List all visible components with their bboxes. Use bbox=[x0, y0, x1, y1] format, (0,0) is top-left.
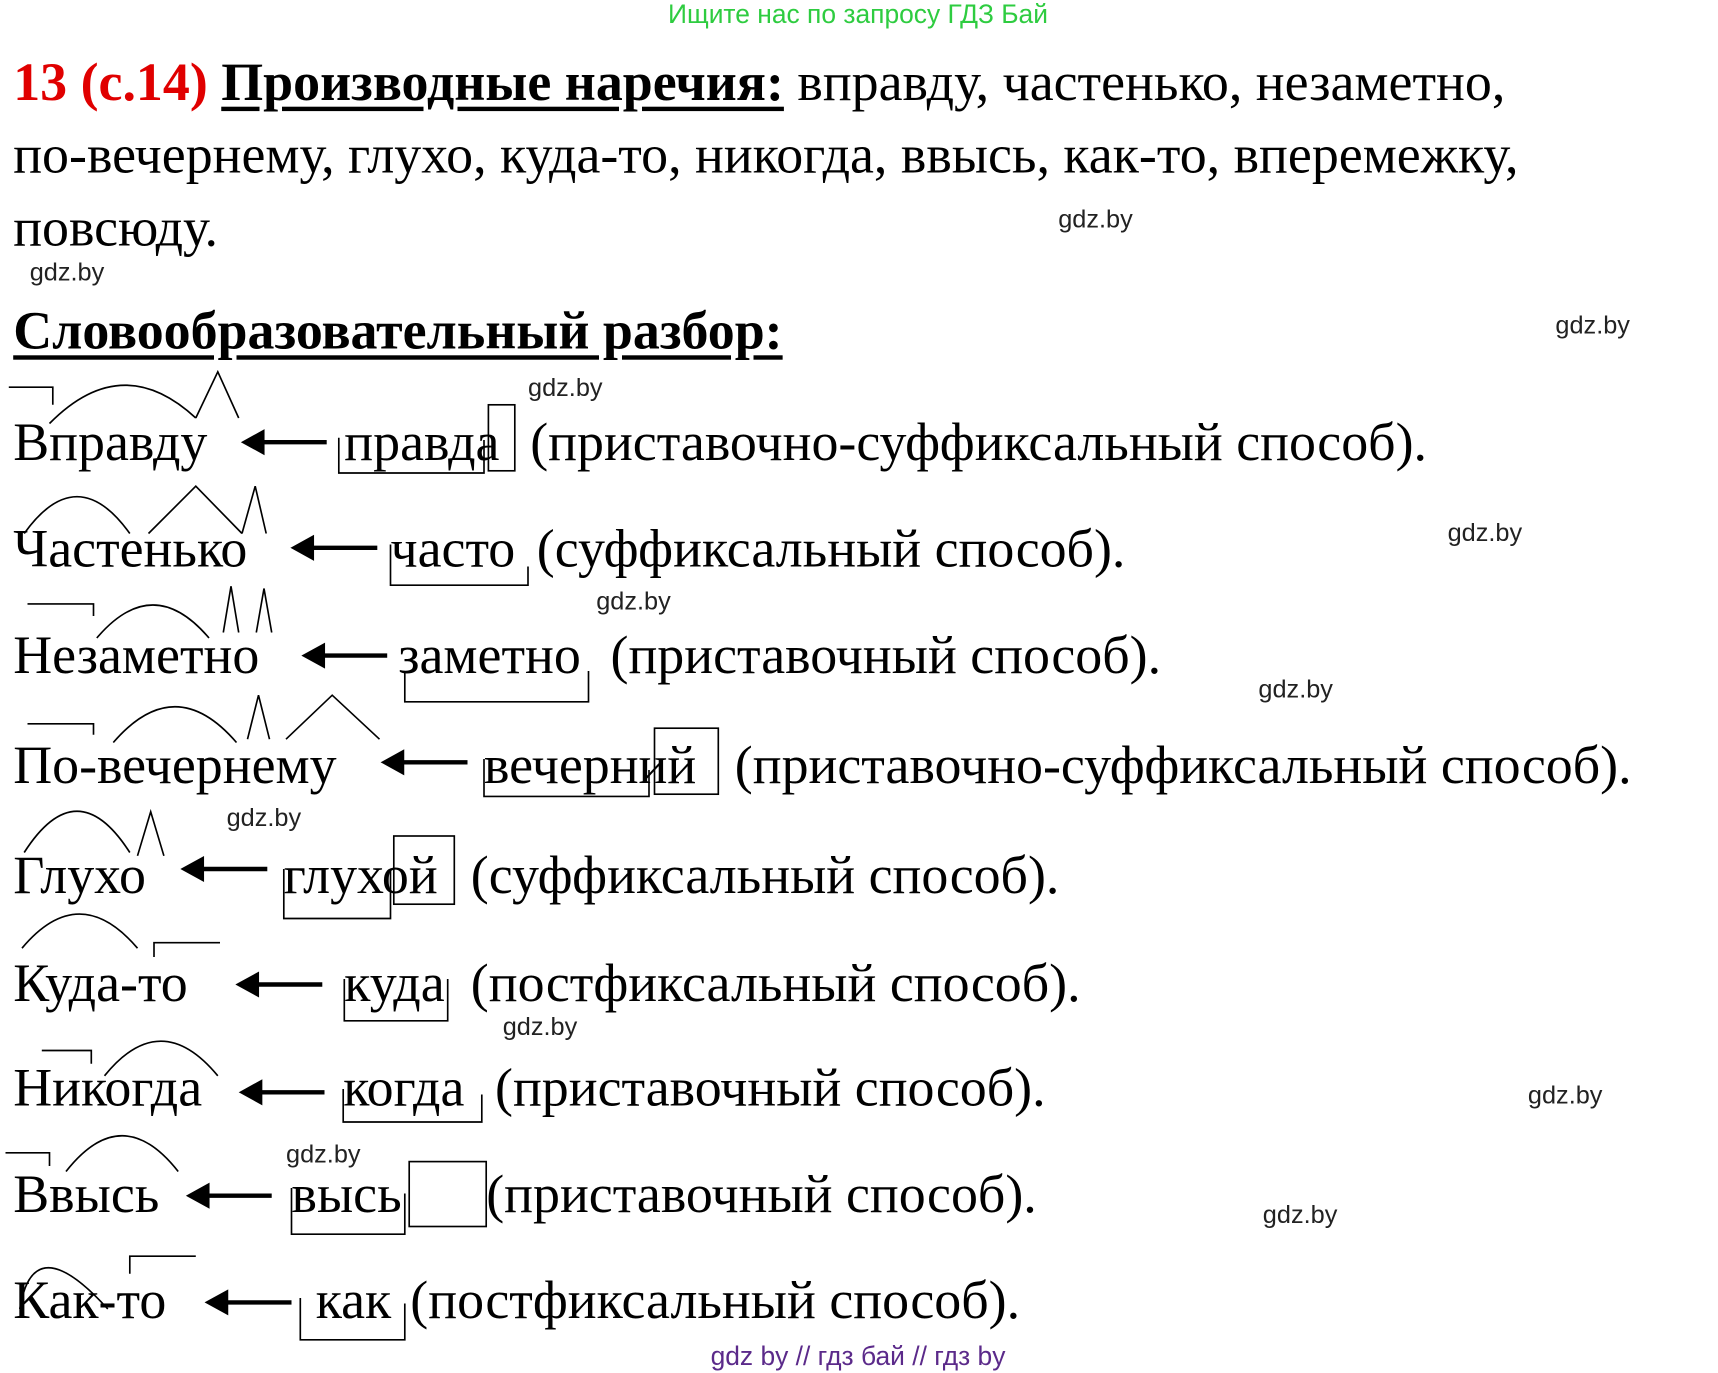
derived-word: Как-то bbox=[13, 1269, 167, 1330]
task-line-1-text: вправду, частенько, незаметно, bbox=[783, 51, 1506, 113]
arrow-left-icon bbox=[292, 536, 378, 560]
base-word: когда bbox=[343, 1057, 465, 1118]
task-number: 13 (с.14) bbox=[13, 51, 208, 113]
derived-word: Ввысь bbox=[13, 1163, 160, 1225]
method: (приставочно-суффиксальный способ). bbox=[734, 734, 1632, 796]
base-word: заметно bbox=[398, 624, 581, 686]
derived-word: Частенько bbox=[13, 518, 248, 579]
watermark: gdz.by bbox=[1262, 1200, 1338, 1229]
task-line-2: по-вечернему, глухо, куда-то, никогда, ввысь, как-то, вперемежку, bbox=[13, 124, 1519, 185]
base-word: куда bbox=[344, 952, 445, 1014]
method: (приставочно-суффиксальный способ). bbox=[530, 411, 1428, 472]
base-word: правда bbox=[344, 411, 500, 472]
base-word: как bbox=[315, 1269, 392, 1330]
method: (постфиксальный способ). bbox=[410, 1269, 1021, 1330]
base-word: глухой bbox=[283, 844, 438, 906]
base-word: высь bbox=[291, 1163, 402, 1225]
analysis-heading: Словообразовательный разбор: bbox=[13, 300, 783, 361]
watermark: gdz.by bbox=[226, 803, 302, 832]
derived-word: Никогда bbox=[13, 1057, 203, 1118]
watermark: gdz.by bbox=[528, 372, 603, 402]
task-line-3: повсюду. bbox=[13, 196, 219, 258]
arrow-left-icon bbox=[242, 430, 327, 454]
method: (суффиксальный способ). bbox=[470, 844, 1060, 906]
arrow-left-icon bbox=[382, 750, 468, 774]
arrow-left-icon bbox=[237, 972, 323, 996]
arrow-left-icon bbox=[303, 644, 388, 668]
watermark: gdz.by bbox=[1058, 204, 1133, 234]
watermark: gdz.by bbox=[502, 1012, 578, 1041]
watermark: gdz.by bbox=[1527, 1080, 1603, 1109]
watermark: gdz.by bbox=[29, 257, 105, 286]
derived-word: Незаметно bbox=[13, 624, 260, 686]
footer-watermark: gdz by // гдз бай // гдз by bbox=[710, 1342, 1006, 1372]
watermark: gdz.by bbox=[596, 586, 671, 615]
method: (приставочный способ). bbox=[486, 1163, 1037, 1225]
base-word: вечерний bbox=[484, 734, 697, 796]
arrow-left-icon bbox=[182, 857, 268, 881]
arrow-left-icon bbox=[240, 1080, 325, 1104]
base-word: часто bbox=[390, 518, 516, 579]
watermark: gdz.by bbox=[286, 1139, 361, 1169]
watermark: gdz.by bbox=[1555, 310, 1630, 339]
derived-word: Глухо bbox=[13, 844, 147, 906]
derived-word: Вправду bbox=[13, 411, 208, 472]
method: (приставочный способ). bbox=[495, 1057, 1046, 1118]
watermark: gdz.by bbox=[1258, 674, 1333, 703]
arrow-icons bbox=[182, 430, 468, 1314]
method: (постфиксальный способ). bbox=[470, 952, 1081, 1014]
watermark: gdz.by bbox=[1447, 518, 1523, 547]
arrow-left-icon bbox=[206, 1290, 292, 1314]
method: (суффиксальный способ). bbox=[536, 518, 1126, 579]
derived-word: Куда-то bbox=[13, 952, 188, 1014]
derived-word: По-вечернему bbox=[13, 734, 337, 796]
task-heading: Производные наречия: bbox=[221, 51, 784, 113]
method: (приставочный способ). bbox=[610, 624, 1162, 686]
search-banner: Ищите нас по запросу ГДЗ Бай bbox=[667, 0, 1048, 30]
arrow-left-icon bbox=[187, 1184, 272, 1208]
